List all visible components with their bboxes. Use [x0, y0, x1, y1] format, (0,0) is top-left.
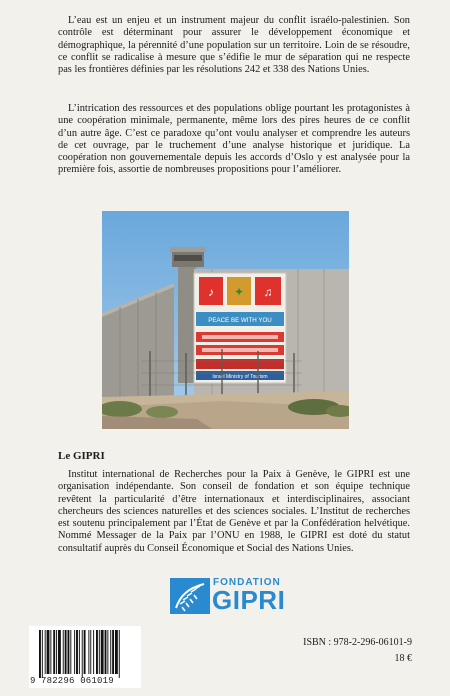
barcode-bar [115, 630, 118, 674]
barcode-bar [47, 630, 50, 674]
barcode-first-digit: 9 [30, 676, 36, 686]
barcode-bar [58, 630, 61, 674]
isbn-text: ISBN : 978-2-296-06101-9 [303, 637, 412, 648]
logo-fondation-text: FONDATION [213, 577, 281, 588]
barcode-bar [74, 630, 75, 674]
sign-banner-text: PEACE BE WITH YOU [208, 317, 272, 324]
barcode-bar [112, 630, 114, 674]
barcode-bar [39, 630, 41, 678]
barcode-bar [82, 630, 83, 678]
svg-text:✦: ✦ [233, 285, 245, 299]
barcode-bar [88, 630, 89, 674]
laurel-dove-icon [170, 578, 210, 614]
intro-paragraph-2: L’intrication des ressources et des populations oblige pourtant les protagonistes à une coopération minimale, permanente, même lors des pires heures de ce conflit d’un autre âge. C’est ce paradoxe qu’ont voulu analyser et comprendre les auteurs de cet ouvrage, par le truchement d’une analyse historique et juridique. La coopération non gouvernementale depuis les accords d’Oslo y est analysée pour la première fois, assortie de nombreuses propositions pour l’améliorer. [58, 103, 410, 176]
barcode-bar [90, 630, 91, 674]
sign-footer-text: Israel Ministry of Tourism [212, 374, 268, 380]
barcode-bar [119, 630, 120, 678]
barcode-bar [79, 630, 80, 674]
logo-gipri-text: GIPRI [212, 585, 286, 615]
intro-paragraph-1: L’eau est un enjeu et un instrument majeur du conflit israélo-palestinien. Son contrôle est déterminant pour assurer le développement économique et démographique, la pérennité d’une population sur un territoire. Loin de se résoudre, ce conflit se radicalise à mesure que s’édifie le mur de séparation qui ne respecte pas les frontières définies par les résolutions 242 et 338 des Nations Unies. [58, 15, 410, 76]
barcode-number: 782296 061019 [41, 676, 114, 686]
gipri-heading: Le GIPRI [58, 450, 105, 462]
barcode-bar [110, 630, 111, 674]
barcode-bar [93, 630, 94, 674]
barcode-bar [45, 630, 46, 674]
barcode-bar [84, 630, 86, 674]
barcode-bar [99, 630, 100, 674]
svg-text:♪: ♪ [208, 285, 214, 299]
barcode-bar [56, 630, 57, 674]
separation-wall-photo [102, 211, 349, 429]
barcode-bar [50, 630, 51, 674]
barcode-bar [101, 630, 104, 674]
gipri-logo [170, 577, 286, 615]
barcode-bar [68, 630, 70, 674]
barcode-bar [63, 630, 64, 674]
svg-text:♫: ♫ [263, 285, 273, 299]
barcode-bar [42, 630, 43, 678]
barcode-bar [96, 630, 98, 674]
barcode-bar [76, 630, 78, 674]
gipri-paragraph: Institut international de Recherches pour la Paix à Genève, le GIPRI est une organisation indépendante. Son conseil de fondation et son équipe technique revêtent la particularité d’être internationaux et interdisciplinaires, associant chercheurs des sciences naturelles et des sciences sociales. L’Institut de recherches est soutenu principalement par l’État de Genève et par la Confédération helvétique. Nommé Messager de la Paix par l’ONU en 1988, le GIPRI est doté du statut consultatif auprès du Conseil Économique et Social des Nations Unies. [58, 469, 410, 554]
price-text: 18 € [394, 653, 412, 664]
barcode-bar [53, 630, 55, 674]
barcode-bar [107, 630, 108, 674]
barcode-bar [70, 630, 71, 674]
barcode-bar [105, 630, 107, 674]
barcode-bar [65, 630, 67, 674]
